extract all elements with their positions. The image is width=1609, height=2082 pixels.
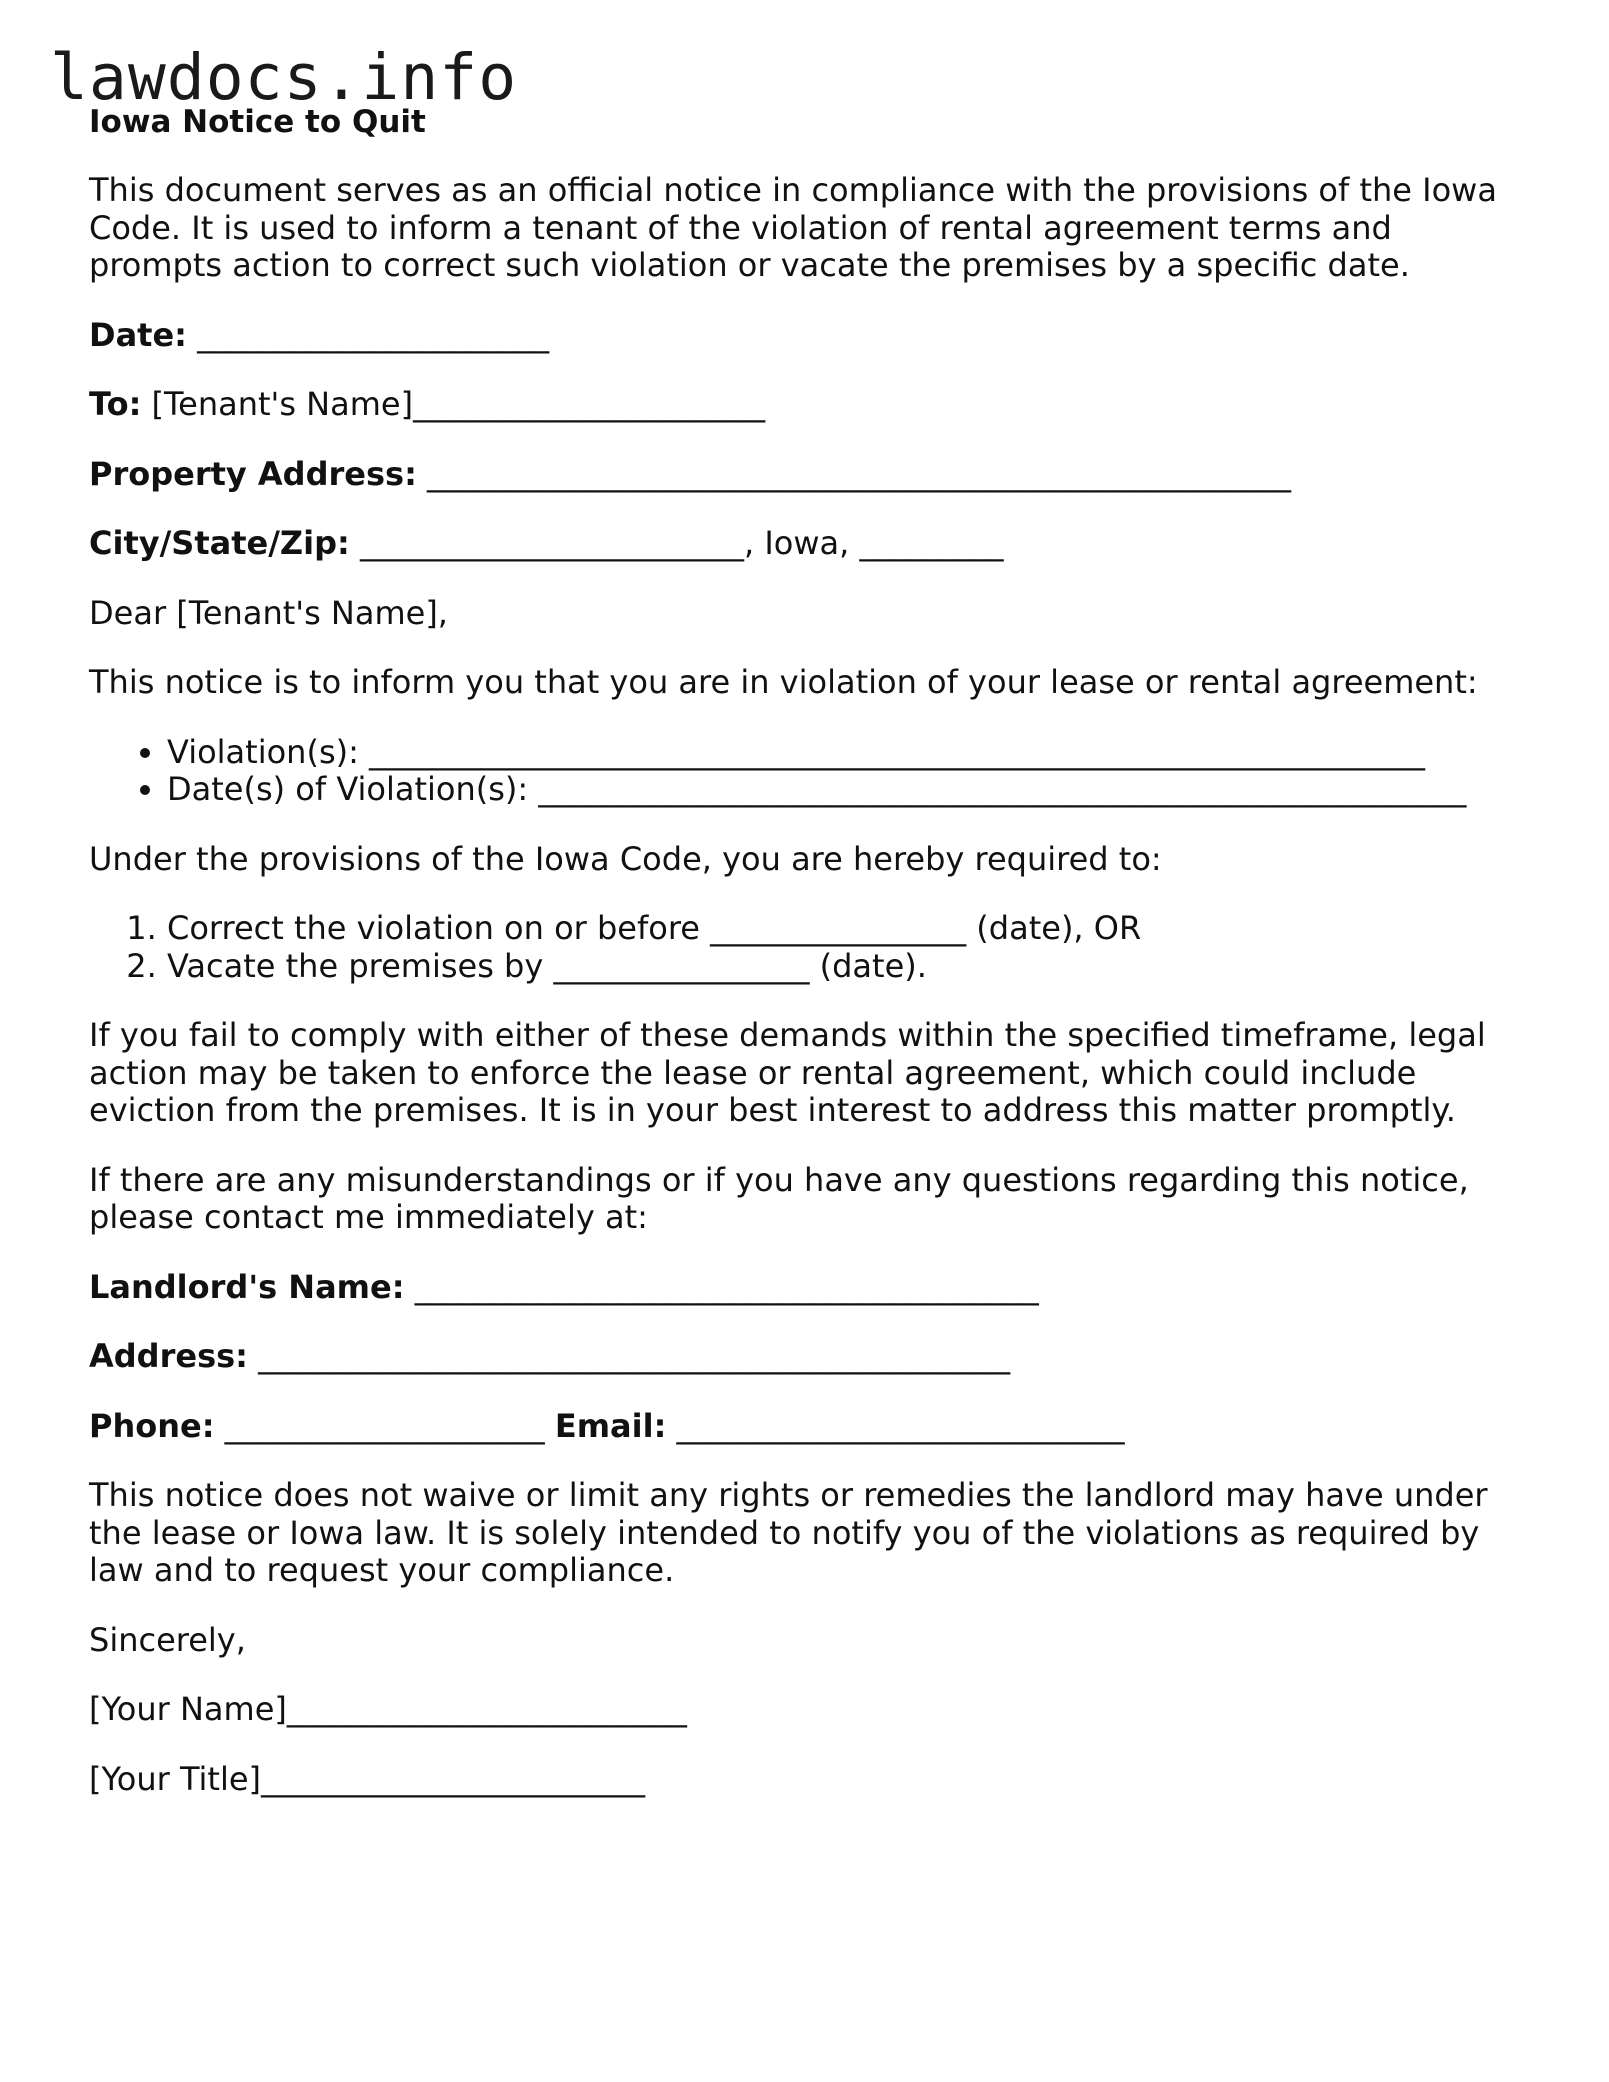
tenant-name-blank[interactable]: ______________________ (413, 385, 766, 423)
address-line (89, 1338, 1529, 1376)
vacate-text: Vacate the premises by (167, 946, 544, 985)
property-address-line (89, 456, 1529, 494)
city-state-zip-label: City/State/Zip: (89, 524, 350, 562)
landlord-name-blank[interactable]: _______________________________________ (414, 1267, 1039, 1306)
closing: Sincerely, (89, 1620, 246, 1659)
email-blank[interactable]: ____________________________ (676, 1406, 1125, 1445)
consequence-paragraph: If you fail to comply with either of these demands within the specified timeframe, legal action may be taken to enforce the lease or rental agreement, which could include eviction from the premises. It is in your best interest to address this matter promptly. (89, 1016, 1486, 1129)
watermark-logo: lawdocs.info (50, 41, 518, 114)
violation-label: Violation(s): (167, 732, 359, 771)
address-blank[interactable]: _______________________________________________ (258, 1337, 1011, 1375)
tenant-name-placeholder: [Tenant's Name] (151, 385, 414, 423)
notice-paragraph: This notice is to inform you that you are in violation of your lease or rental agreement: (89, 663, 1478, 701)
waiver-paragraph: This notice does not waive or limit any rights or remedies the landlord may have under the lease or Iowa law. It is solely intended to notify you of the violations as required by law and to request your compliance. (89, 1476, 1488, 1589)
requirement-paragraph: Under the provisions of the Iowa Code, you are hereby required to: (89, 839, 1162, 878)
list-item (167, 734, 1529, 772)
phone-label: Phone: (89, 1406, 215, 1445)
salutation: Dear [Tenant's Name], (89, 593, 448, 632)
list-item (167, 948, 1529, 986)
address-label: Address: (89, 1337, 248, 1375)
violation-date-blank[interactable]: __________________________________________________________ (538, 770, 1467, 808)
state-text: , Iowa, (743, 524, 850, 562)
document-page (89, 104, 1529, 1830)
vacate-date-blank[interactable]: ________________ (553, 946, 810, 985)
property-address-label: Property Address: (89, 454, 417, 493)
zip-blank[interactable]: _________ (859, 524, 1004, 562)
violation-list (89, 734, 1529, 809)
city-blank[interactable]: ________________________ (359, 524, 744, 562)
city-state-zip-line (89, 525, 1529, 563)
your-name-placeholder: [Your Name] (89, 1690, 287, 1728)
list-item (167, 771, 1529, 809)
document-title: Iowa Notice to Quit (89, 104, 426, 140)
correct-suffix: (date), OR (976, 909, 1142, 947)
landlord-name-label: Landlord's Name: (89, 1267, 405, 1306)
date-blank[interactable]: ______________________ (197, 315, 550, 354)
violation-blank[interactable]: __________________________________________________________________ (369, 732, 1426, 771)
correct-date-blank[interactable]: ________________ (710, 909, 967, 947)
phone-blank[interactable]: ____________________ (224, 1406, 545, 1445)
date-label: Date: (89, 315, 187, 354)
list-item (167, 910, 1529, 948)
landlord-name-line (89, 1269, 1529, 1307)
contact-paragraph: If there are any misunderstandings or if you have any questions regarding this notice, please contact me immediately at: (89, 1160, 1469, 1236)
your-title-placeholder: [Your Title] (89, 1759, 262, 1798)
property-address-blank[interactable]: ______________________________________________________ (427, 454, 1292, 493)
to-line (89, 386, 1529, 424)
email-label: Email: (554, 1406, 667, 1445)
violation-date-label: Date(s) of Violation(s): (167, 770, 529, 808)
requirement-list (89, 910, 1529, 985)
your-name-blank[interactable]: _________________________ (286, 1690, 687, 1728)
your-title-line (89, 1761, 1529, 1799)
date-line (89, 317, 1529, 355)
your-name-line (89, 1691, 1529, 1729)
phone-email-line (89, 1408, 1529, 1446)
correct-text: Correct the violation on or before (167, 909, 700, 947)
intro-paragraph: This document serves as an official notice in compliance with the provisions of the Iowa Code. It is used to inform a tenant of the violation of rental agreement terms and prompts action to correct such violation or vacate the premises by a specific date. (89, 171, 1497, 284)
your-title-blank[interactable]: ________________________ (261, 1759, 646, 1798)
to-label: To: (89, 385, 142, 423)
vacate-suffix: (date). (819, 946, 927, 985)
